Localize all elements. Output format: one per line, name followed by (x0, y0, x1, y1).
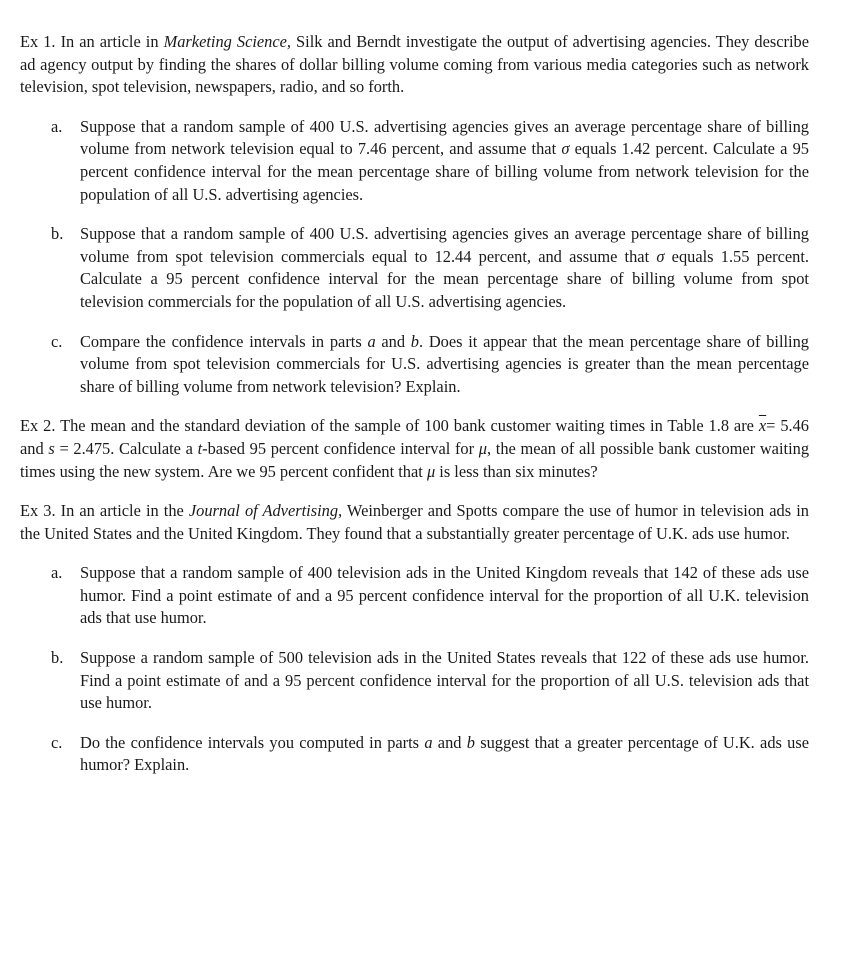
exercise-1-statement (20, 31, 809, 99)
part-ref-a: a (367, 331, 376, 351)
std-dev-symbol: s (48, 438, 55, 458)
part-ref-a: a (424, 732, 433, 752)
part-label: b. (51, 224, 64, 244)
part-text-cont: equals 1.42 percent. Calculate a 95 percent confidence interval for the mean percentage share of billing volume from network television for the population of all U.S. advertising agencies. (80, 139, 809, 204)
exercise-2 (20, 415, 809, 483)
exercise-3-part-c (20, 732, 809, 777)
exercise-3 (20, 500, 809, 777)
part-text-and: and (375, 331, 411, 351)
part-text-cont: equals 1.55 percent. Calculate a 95 percent confidence interval for the mean percentage share of billing volume from spot television commercials for the population of all U.S. advertising agencies. (80, 246, 809, 311)
mu-symbol: μ (426, 461, 436, 481)
exercise-2-text: The mean and the standard deviation of the sample of 100 bank customer waiting times in Table 1.8 are (60, 416, 759, 436)
journal-title: Marketing Science, (163, 32, 292, 51)
exercise-3-part-a (20, 562, 809, 630)
t-symbol: t (197, 438, 203, 458)
exercise-2-label: Ex 2. (20, 416, 56, 436)
part-text: Compare the confidence intervals in parts (80, 331, 368, 351)
part-text: Suppose that a random sample of 400 U.S. advertising agencies gives an average percentage share of billing volume from network television equal to 7.46 percent, and assume that (80, 116, 809, 159)
exercise-3-text: In an article in the (60, 501, 189, 521)
sigma-symbol: σ (656, 246, 665, 266)
part-text: Suppose a random sample of 500 television ads in the United States reveals that 122 of these ads use humor. Find a point estimate of and a 95 percent confidence interval for the proportion of all U.S. television ads that use humor. (80, 648, 809, 713)
exercise-1-parts (20, 116, 809, 399)
exercise-2-statement (20, 415, 809, 483)
exercise-3-parts (20, 562, 809, 777)
sigma-symbol: σ (561, 139, 570, 159)
exercise-3-text-cont: Weinberger and Spotts compare the use of humor in television ads in the United States and the United Kingdom. They found that a substantially greater percentage of U.K. ads use humor. (20, 501, 809, 543)
sample-mean-symbol: $\overline{x}$ (758, 416, 767, 436)
part-text-cont: suggest that a greater percentage of U.K. ads use humor? Explain. (80, 732, 810, 775)
part-text: Do the confidence intervals you computed in parts (80, 732, 425, 752)
part-label: c. (51, 331, 63, 351)
part-ref-b: b (410, 331, 419, 351)
exercise-2-text-5: , the mean of all possible bank customer waiting times using the new system. Are we 95 percent confident that (20, 438, 810, 481)
exercise-1-text: In an article in (60, 32, 164, 51)
exercise-2-text-2: = 5.46 and (20, 416, 810, 458)
exercise-3-label: Ex 3. (20, 501, 56, 521)
part-label: c. (51, 732, 63, 752)
exercise-2-text-4: -based 95 percent confidence interval for (202, 438, 479, 458)
exercise-1-part-b (20, 223, 809, 313)
part-ref-b: b (466, 732, 475, 752)
part-label: a. (51, 563, 63, 583)
part-text: Suppose that a random sample of 400 U.S. advertising agencies gives an average percentage share of billing volume from spot television commercials equal to 12.44 percent, and assume that (80, 224, 809, 266)
part-text-and: and (432, 732, 467, 752)
exercise-1-part-c (20, 331, 809, 399)
exercise-2-text-3: = 2.475. Calculate a (54, 438, 198, 458)
exercise-1 (20, 31, 809, 398)
mu-symbol: μ (478, 438, 487, 458)
exercise-1-text-cont: Silk and Berndt investigate the output of advertising agencies. They describe ad agency output by finding the shares of dollar billing volume coming from various media categories such as network television, spot television, newspapers, radio, and so forth. (20, 32, 809, 97)
exercise-1-label: Ex 1. (20, 32, 56, 51)
exercise-3-statement (20, 500, 809, 545)
journal-title: Journal of Advertising, (188, 501, 343, 521)
exercise-2-text-6: is less than six minutes? (435, 461, 598, 481)
part-label: a. (51, 116, 63, 136)
part-label: b. (51, 648, 64, 668)
exercise-3-part-b (20, 647, 809, 715)
part-text: Suppose that a random sample of 400 television ads in the United Kingdom reveals that 142 of these ads use humor. Find a point estimate of and a 95 percent confidence interval for the proportion of all U.K. television ads that use humor. (80, 563, 809, 628)
part-text-cont: . Does it appear that the mean percentage share of billing volume from spot television commercials for U.S. advertising agencies is greater than the mean percentage share of billing volume from network television? Explain. (80, 331, 809, 396)
exercise-1-part-a (20, 116, 809, 206)
